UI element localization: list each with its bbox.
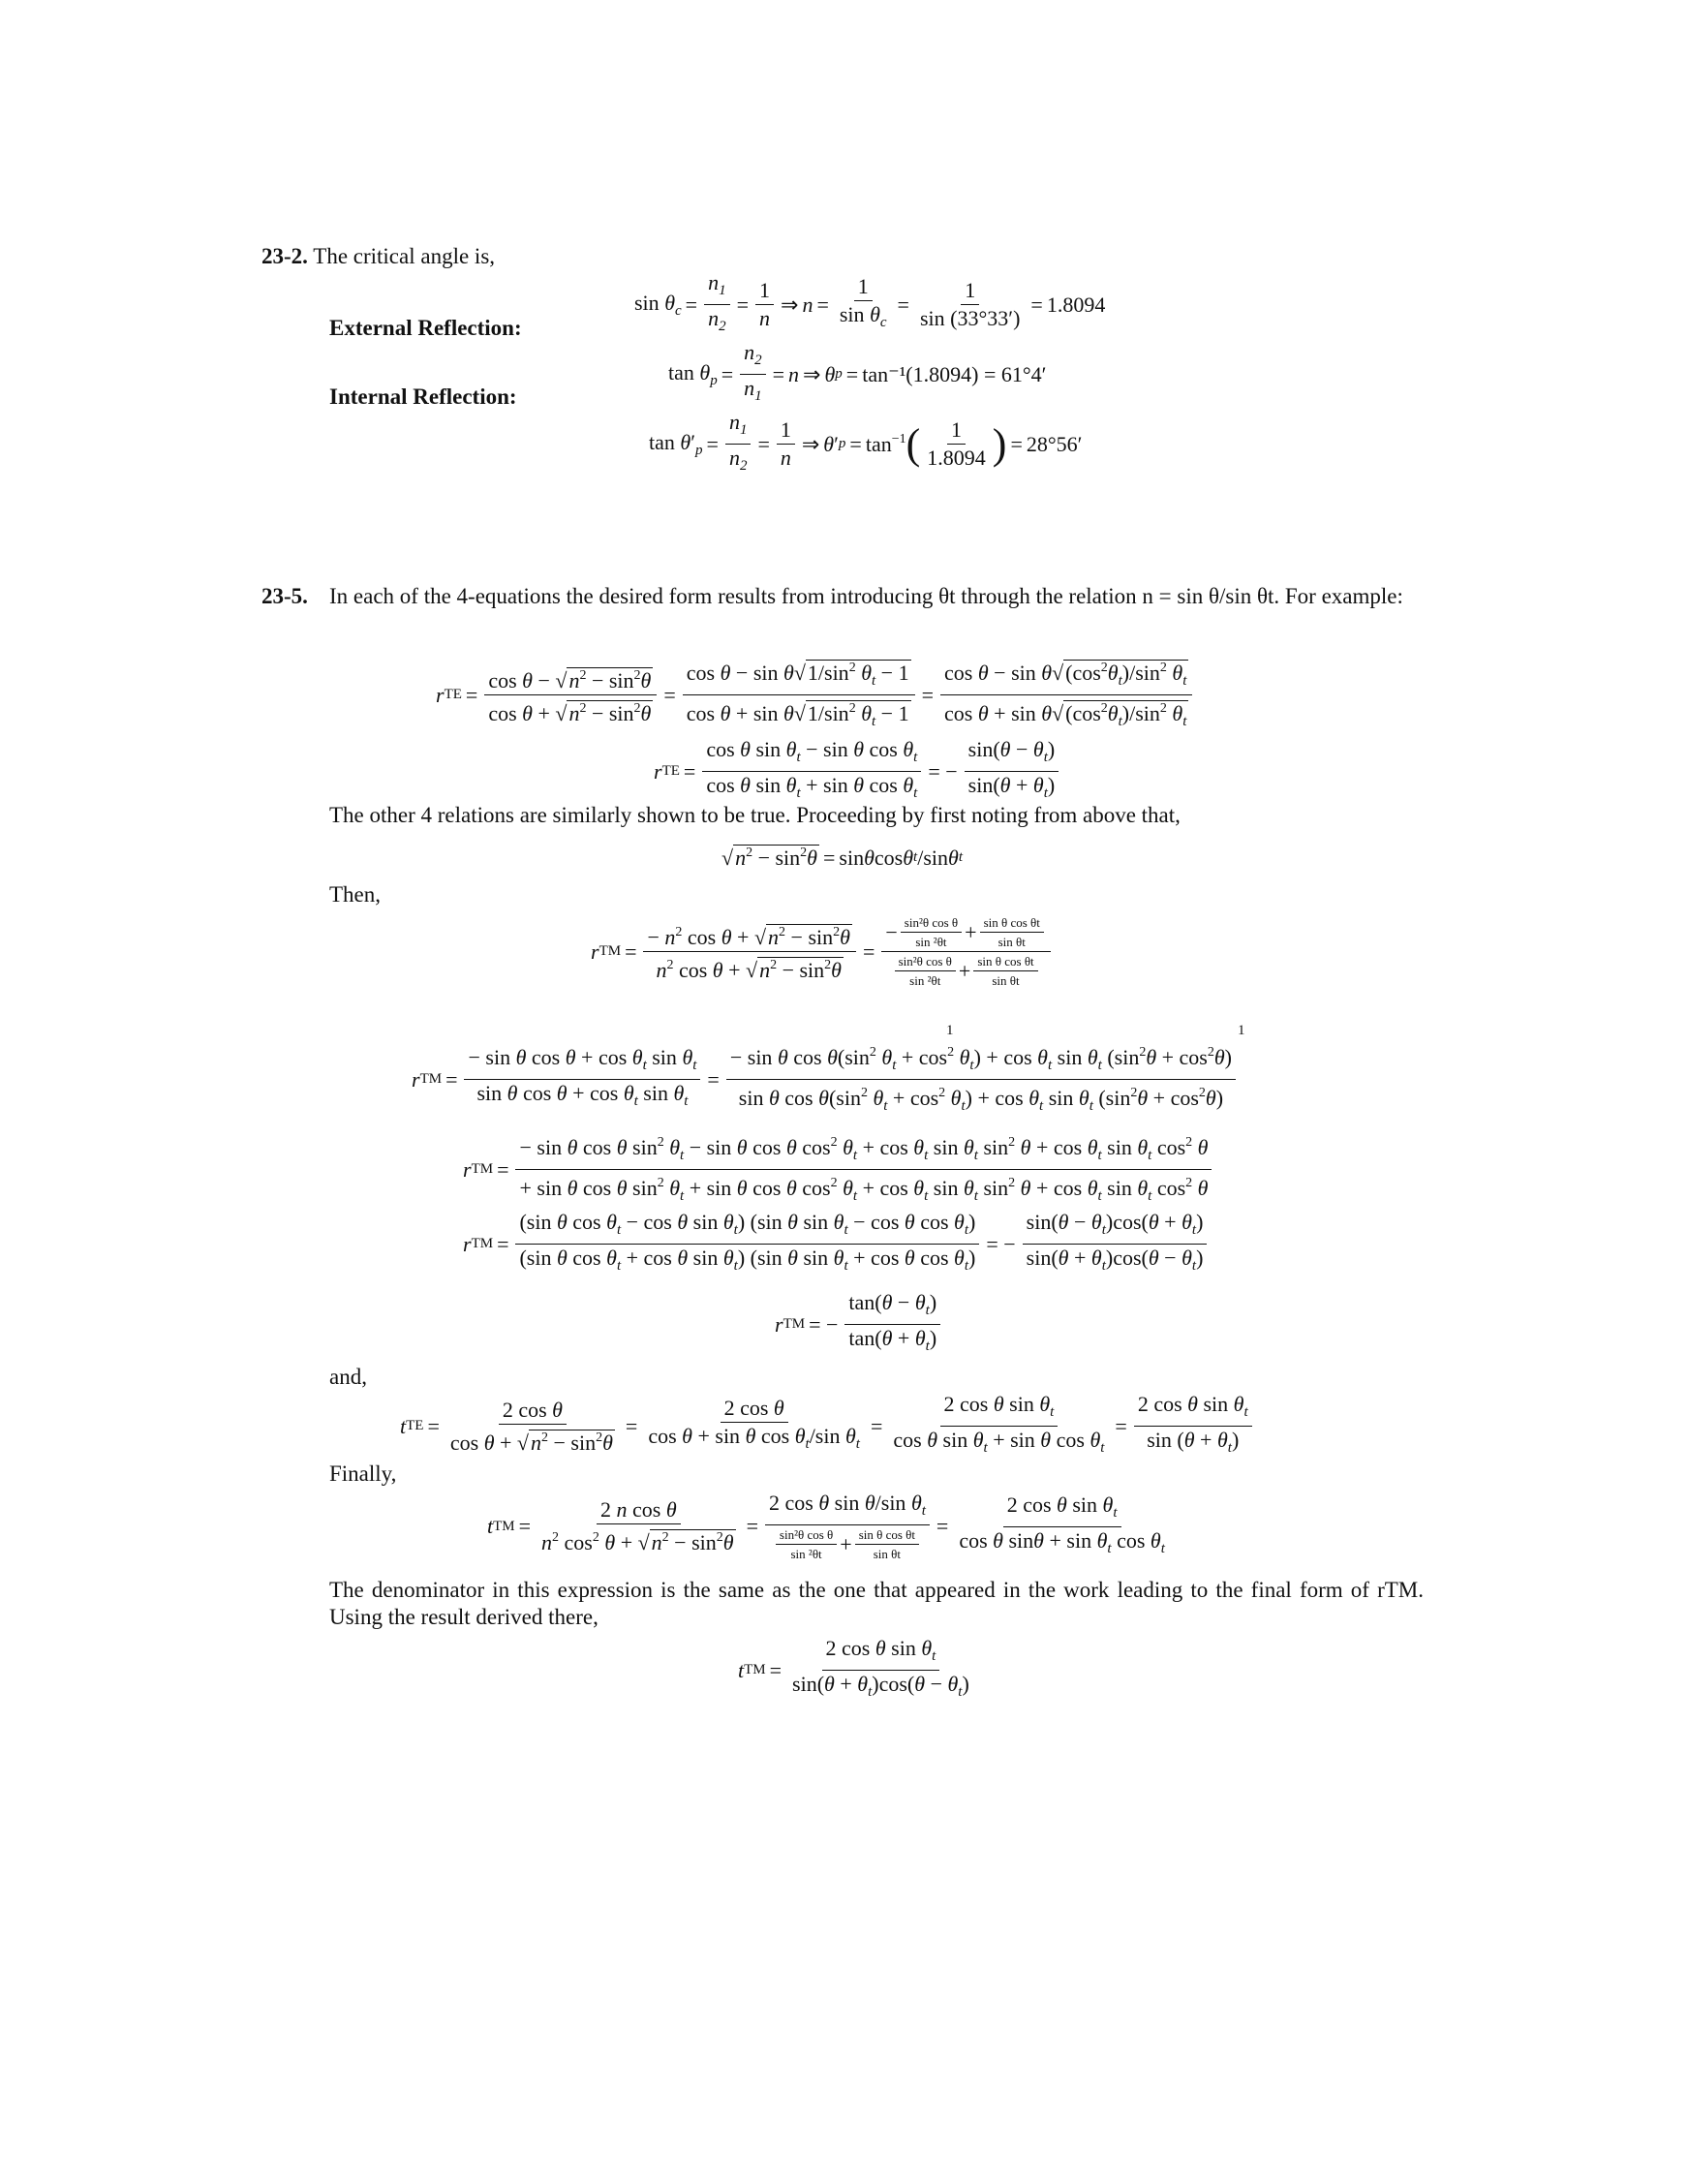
equation-tte: t TE = $\frac{\text{2 cos θ}}{\cos \theta + √n^2 - \sin^2\theta}$ = $\frac{\text{2 cos θ}}{\cos \theta + \sin \theta \cos \theta_t/\sin \theta_t}$ = $\frac{2 \cos \theta \sin \theta_t}{\cos \theta \sin \theta_t + \sin \theta \cos \theta_t}$ = $\frac{2 \cos \theta \sin \theta_t}{\sin (\theta + \theta_t)}$ (400, 1393, 1255, 1460)
equation-rtm-2: r TM = $\frac{- \sin \theta \cos \theta + \cos \theta_t \sin \theta_t}{\sin \theta \cos \theta + \cos \theta_t \sin \theta_t}$ = − sin θ $\cos \theta(\sin^2$ $\theta_t + \cos^2 \theta_t) + \cos \theta_t$ $\sin \theta_t$ $(\sin^2\theta + \cos^2\theta)$ sin θ $\cos \theta(\sin^2$ $\theta_t + \cos^2 \theta_t) + \cos \theta_t$ $\sin \theta_t$ $(\sin^2\theta + \cos^2\theta)$ (412, 1041, 1239, 1118)
equation-rtm-3: r TM = − sin θ cos θ $\sin^2 \theta_t - \sin \theta$ cos θ $\cos^2 \theta_t + \cos \theta_t$ $\sin \theta_t$ $\sin^2 \theta + \cos \theta_t$ $\sin \theta_t$ $\cos^2 \theta$ + sin θ cos θ $\sin^2 \theta_t + \sin \theta$ cos θ $\cos^2 \theta_t + \cos \theta_t$ $\sin \theta_t$ $\sin^2 \theta + \cos \theta_t$ $\sin \theta_t$ $\cos^2 \theta$ (463, 1131, 1214, 1208)
problem-intro: The critical angle is, (313, 244, 496, 268)
equation-ttm-1: t TM = $\frac{\text{2 n cos θ}}{n^2 \cos^2 \theta + √n^2 - \sin^2\theta}$ = 2 cos θ sin θ/sin $\theta_t$ $\frac{\text{sin²θ cos θ}}{\text{sin ²θt}}$ + $\frac{\text{sin θ cos θt}}{\text{sin θt}}$ = $\frac{2 \cos \theta \sin \theta_t}{\cos \theta \sin\theta + \sin \theta_t \cos \theta_t}$ (487, 1491, 1165, 1561)
internal-reflection-label: Internal Reflection: (329, 385, 517, 409)
equation-critical-angle: $\sin \theta_c$ = $\frac{n_1}{n_2}$ = $\frac{1}{n}$ ⇒ n = $\frac{1}{\sin \theta_c}$ = $\frac{1}{\sin (33^\circ 33')}$ = 1.8094 (634, 270, 1106, 334)
problem-23-2-heading (261, 243, 495, 270)
equation-ttm-final: t TM = $\frac{2 \cos \theta \sin \theta_t}{\sin(\theta + \theta_t)\cos(\theta - \theta_t)}$ (738, 1636, 969, 1700)
equation-rte-1: r TE = $\frac{\cos \theta - √n^2 - \sin^2\theta}{\cos \theta + √n^2 - \sin^2\theta}$ = $\frac{\cos \theta - \sin \theta√1/\sin^2 \theta_t - 1}{\cos \theta + \sin \theta√1/\sin^2 \theta_t - 1}$ = $\frac{\cos \theta - \sin \theta√(\cos^2\theta_t)/\sin^2 \theta_t}{\cos \theta + \sin \theta√(\cos^2\theta_t)/\sin^2 \theta_t}$ (436, 657, 1195, 733)
paragraph-other-relations: The other 4 relations are similarly shown to be true. Proceeding by first noting from above that, (329, 803, 1181, 827)
brewster-internal-den: 1.8094 (927, 446, 986, 470)
brewster-external-value: tan⁻¹(1.8094) = 61°4′ (862, 361, 1047, 386)
brace-annotation-2: 1 (1238, 1023, 1245, 1038)
problem-23-5-intro: In each of the 4-equations the desired form results from introducing θt through the relation n = sin θ/sin θt. For example: (329, 584, 1403, 608)
problem-23-5-heading (261, 583, 308, 610)
equation-sqrt-identity: √ $n^2 - \sin^2\theta$ = sin θ cos θ t /sin θ t (721, 845, 963, 870)
and-label: and, (329, 1365, 367, 1389)
then-label: Then, (329, 882, 382, 907)
finally-label: Finally, (329, 1461, 397, 1486)
equation-rtm-final: r TM = − $\frac{\tan(\theta - \theta_t)}{\tan(\theta + \theta_t)}$ (775, 1291, 943, 1358)
equation-rte-2: r TE = $\frac{\cos \theta \sin \theta_t - \sin \theta \cos \theta_t}{\cos \theta \sin \theta_t + \sin \theta \cos \theta_t}$ = − $\frac{\sin(\theta - \theta_t)}{\sin(\theta + \theta_t)}$ (654, 738, 1061, 805)
problem-number: 23-2. (261, 244, 308, 268)
paragraph-denominator: The denominator in this expression is the same as the one that appeared in the work leading to the final form of rTM. Using the result derived there, (329, 1578, 1424, 1629)
equation-rtm-1: r TM = $\frac{- n^2 \cos \theta + √n^2 - \sin^2\theta}{n^2 \cos \theta + √n^2 - \sin^2\theta}$ = − $\frac{\text{sin²θ cos θ}}{\text{sin ²θt}}$ + $\frac{\text{sin θ cos θt}}{\text{sin θt}}$ $\frac{\text{sin²θ cos θ}}{\text{sin ²θt}}$ + $\frac{\text{sin θ cos θt}}{\text{sin θt}}$ (591, 915, 1054, 988)
brewster-internal-value: 28°56′ (1026, 431, 1083, 456)
brace-annotation-1: 1 (946, 1023, 954, 1038)
refractive-index-value: 1.8094 (1046, 292, 1106, 317)
equation-brewster-internal: $\tan \theta'_p$ = $\frac{n_1}{n_2}$ = $\frac{1}{n}$ ⇒ θ ′ p = $\tan^{-1}$ ( $\frac{1}{1.8094}$ ) = 28°56′ (649, 410, 1083, 474)
critical-angle-value: sin (33°33′) (919, 306, 1021, 330)
equation-rtm-4: r TM = $\frac{(\sin \theta \cos \theta_t - \cos \theta \sin \theta_t) (\sin \theta \sin \theta_t - \cos \theta \cos \theta_t)}{(\sin \theta \cos \theta_t + \cos \theta \sin \theta_t) (\sin \theta \sin \theta_t + \cos \theta \cos \theta_t)}$ = − $\frac{\sin(\theta - \theta_t)\cos(\theta + \theta_t)}{\sin(\theta + \theta_t)\cos(\theta - \theta_t)}$ (463, 1211, 1210, 1277)
external-reflection-label: External Reflection: (329, 316, 522, 340)
equation-brewster-external: $\tan \theta_p$ = $\frac{n_2}{n_1}$ = n ⇒ θ p = tan⁻¹(1.8094) = 61°4′ (668, 340, 1047, 404)
problem-number: 23-5. (261, 584, 308, 608)
